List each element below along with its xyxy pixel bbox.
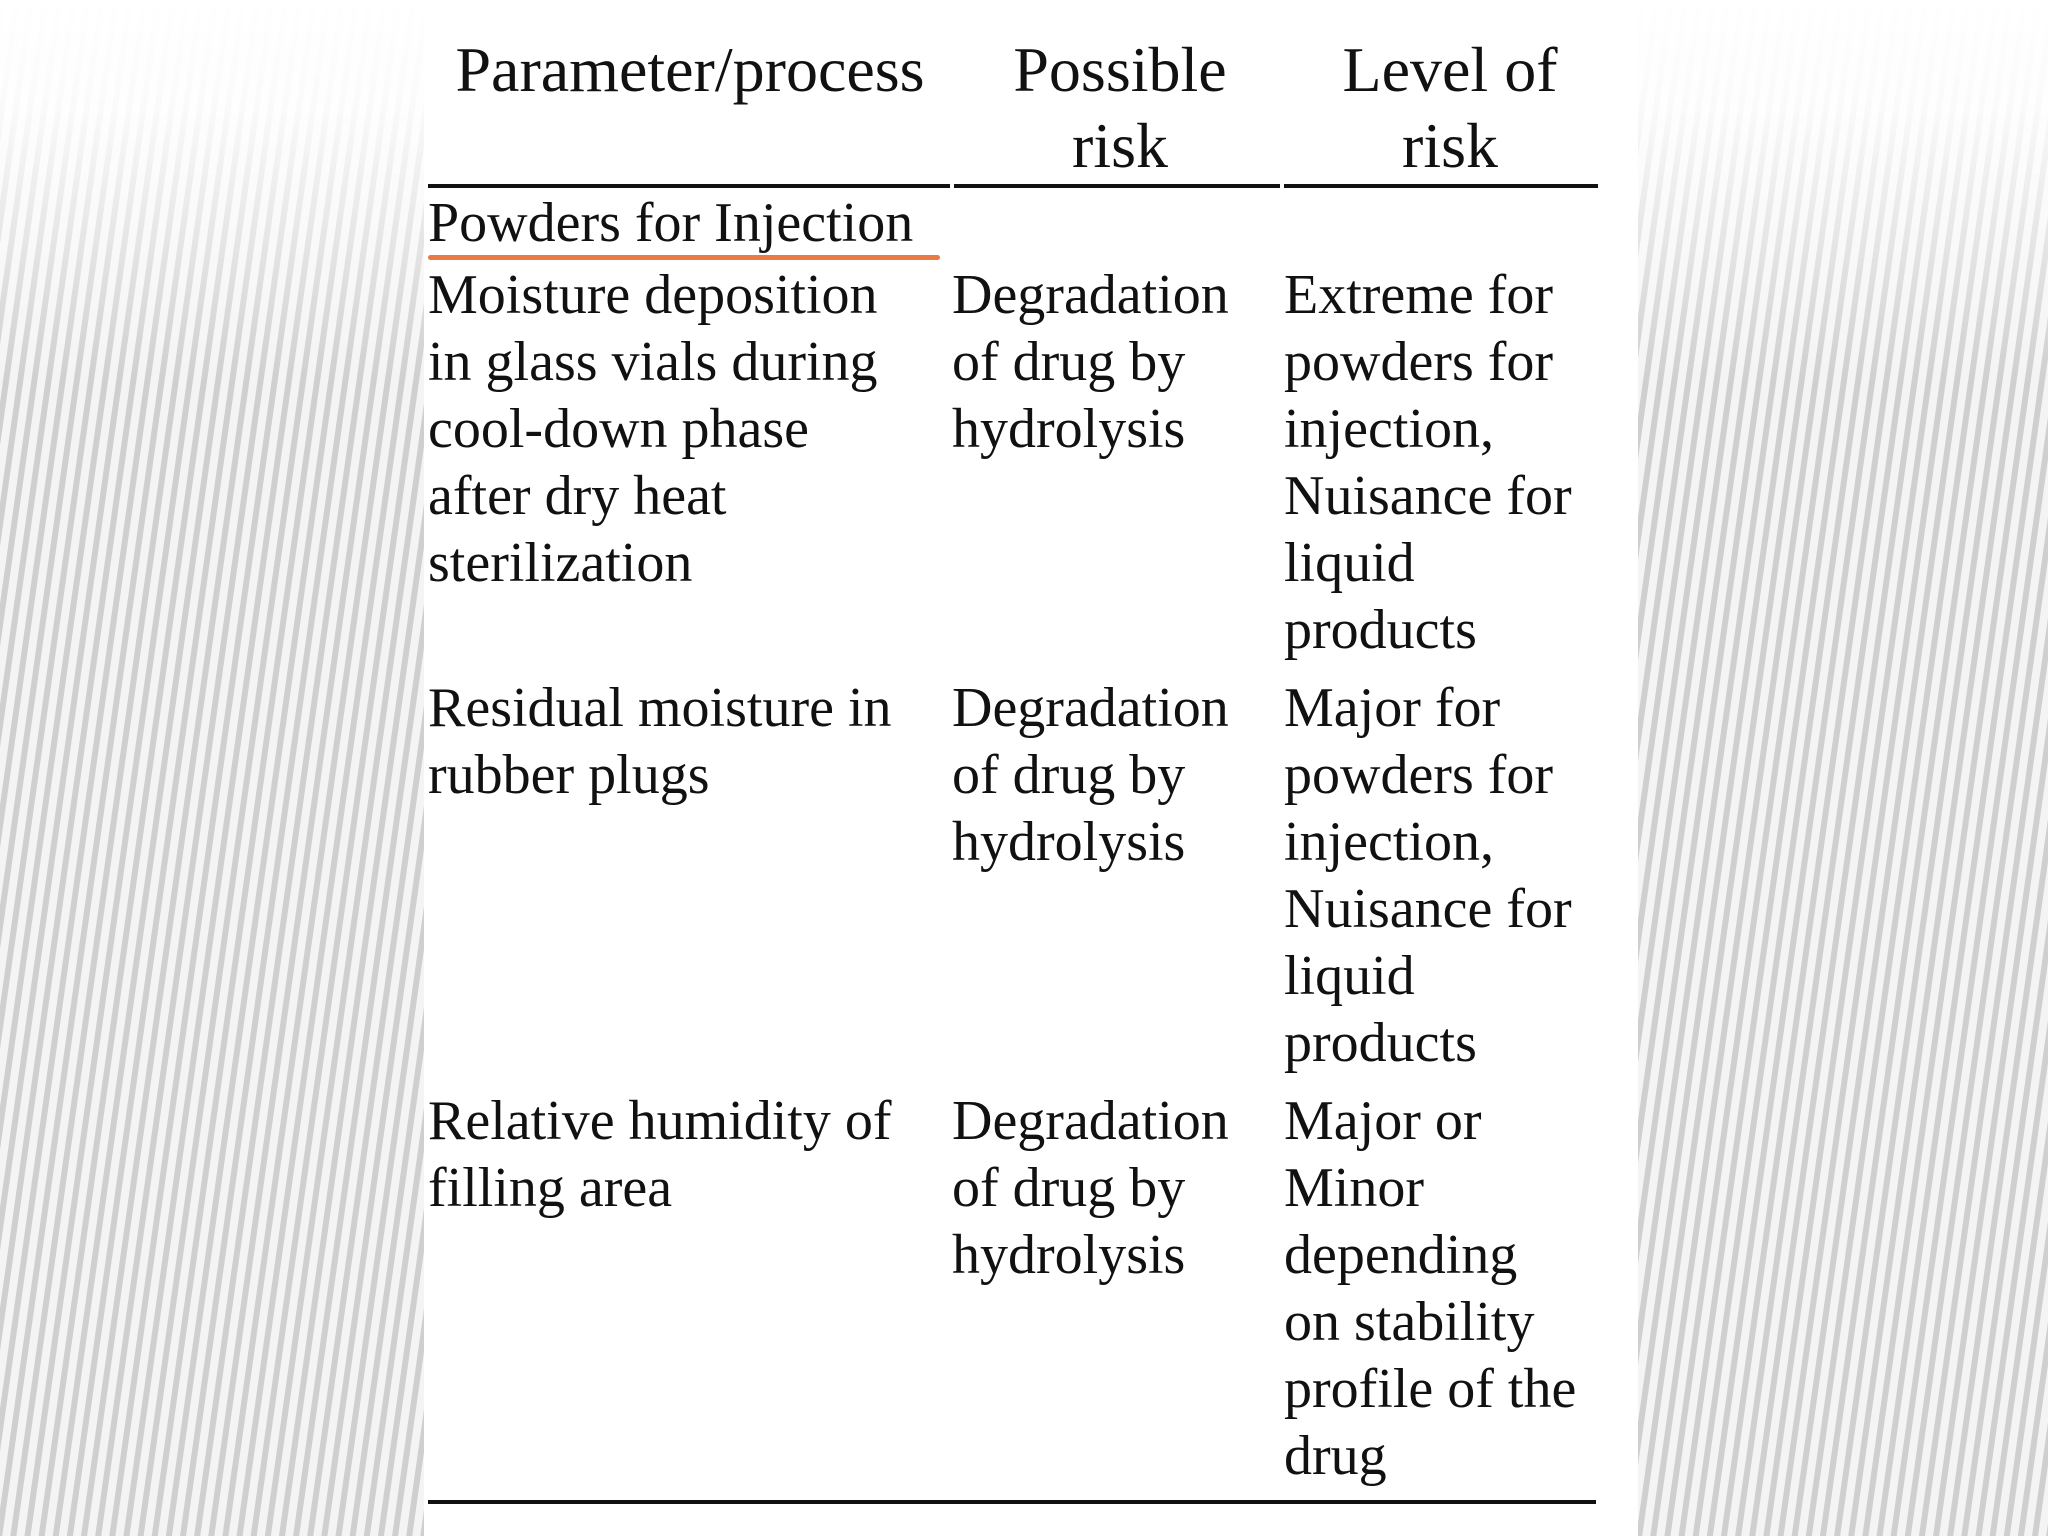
cell-parameter: Moisture deposition in glass vials during cool-down phase after dry heat sterilization bbox=[428, 264, 878, 594]
cell-level-of-risk: Major or Minor depending on stability profile of the drug bbox=[1284, 1090, 1577, 1487]
cell-parameter: Relative humidity of filling area bbox=[428, 1090, 892, 1219]
table-row bbox=[428, 1088, 1598, 1501]
header-parameter: Parameter/process bbox=[455, 34, 925, 105]
header-rule bbox=[954, 184, 1280, 188]
header-rule bbox=[1284, 184, 1598, 188]
cell-possible-risk: Degradation of drug by hydrolysis bbox=[952, 264, 1229, 460]
header-level-of-risk: Level of risk bbox=[1342, 34, 1558, 181]
cell-parameter: Residual moisture in rubber plugs bbox=[428, 677, 892, 806]
table-header bbox=[428, 32, 1598, 190]
cell-level-of-risk: Extreme for powders for injection, Nuisance for liquid products bbox=[1284, 264, 1572, 661]
header-possible-risk: Possible risk bbox=[1013, 34, 1227, 181]
section-heading bbox=[428, 190, 1598, 262]
table-row bbox=[428, 675, 1598, 1088]
cell-possible-risk: Degradation of drug by hydrolysis bbox=[952, 677, 1229, 873]
risk-table bbox=[428, 32, 1598, 1501]
table-body bbox=[428, 262, 1598, 1501]
section-annotation-underline bbox=[428, 255, 940, 260]
header-rule bbox=[428, 184, 950, 188]
cell-possible-risk: Degradation of drug by hydrolysis bbox=[952, 1090, 1229, 1286]
section-label: Powders for Injection bbox=[428, 192, 914, 254]
table-row bbox=[428, 262, 1598, 675]
table-bottom-rule bbox=[428, 1500, 1596, 1504]
cell-level-of-risk: Major for powders for injection, Nuisance for liquid products bbox=[1284, 677, 1572, 1074]
